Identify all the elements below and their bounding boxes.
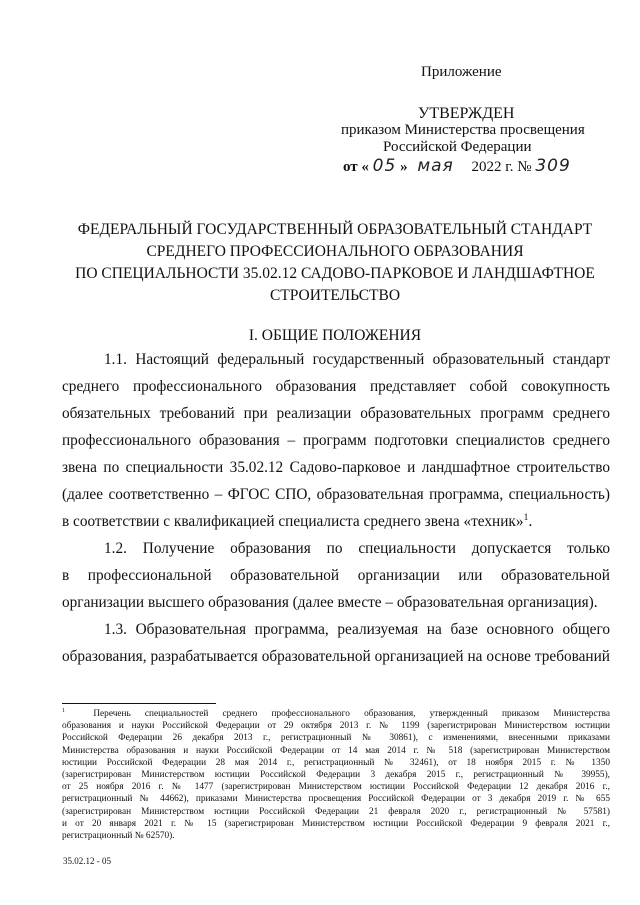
order-issuer-line2: Российской Федерации: [383, 139, 532, 155]
footnote-line: от 25 ноября 2016 г. № 1477 (зарегистрирован Министерством юстиции Российской Федерации 12 декабря 2016 г.,: [62, 782, 610, 793]
text-line-with-footnote: [62, 508, 610, 535]
handwritten-order-number: 309: [535, 156, 571, 176]
footnote-line: образования и науки Российской Федерации от 29 октября 2013 г. № 1199 (зарегистрирован Министерством юстиции: [62, 721, 610, 732]
approved-label: УТВЕРЖДЕН: [418, 105, 515, 122]
text-line: 1.2. Получение образования по специальности допускается только: [104, 540, 610, 557]
text-line: 1.3. Образовательная программа, реализуемая на базе основного общего: [104, 621, 610, 638]
footnote-line: регистрационный № 44662), приказами Министерства просвещения Российской Федерации от 3 декабря 2019 г. № 655: [62, 794, 610, 805]
footnote-line: регистрационный № 62570).: [62, 831, 175, 842]
footnote-line: Министерства образования и науки Российской Федерации от 14 мая 2014 г. № 518 (зарегистрирован Министерством: [62, 745, 610, 756]
appendix-label: Приложение: [421, 64, 502, 80]
footnote-line: [62, 708, 610, 720]
paragraph-1-3: [62, 616, 610, 670]
text-line: профессионального образования – программ подготовки специалистов среднего: [62, 432, 610, 449]
footnote-separator: [62, 703, 216, 704]
text-line: среднего профессионального образования представляет собой совокупность: [62, 378, 610, 395]
section-heading: I. ОБЩИЕ ПОЛОЖЕНИЯ: [248, 327, 422, 344]
text-line: звена по специальности 35.02.12 Садово-парковое и ландшафтное строительство: [62, 459, 610, 476]
text-line: обязательных требований при реализации образовательных программ среднего: [62, 405, 610, 422]
handwritten-month: мая: [417, 156, 454, 176]
footnote-reference: 1: [523, 511, 529, 523]
date-prefix: от «: [343, 159, 369, 175]
title-line: ФЕДЕРАЛЬНЫЙ ГОСУДАРСТВЕННЫЙ ОБРАЗОВАТЕЛЬНЫЙ СТАНДАРТ: [77, 221, 593, 238]
standard-title: [60, 219, 610, 307]
footnote-text: Перечень специальностей среднего профессионального образования, утвержденный приказом Министерства: [93, 709, 610, 719]
footnote-line: (зарегистрирован Министерством юстиции Российской Федерации 3 декабря 2015 г., регистрационный № 39955),: [62, 770, 610, 781]
date-year: 2022 г. №: [471, 159, 532, 175]
text-line: в профессиональной образовательной организации или образовательной: [62, 567, 610, 584]
text-line: (далее соответственно – ФГОС СПО, образовательная программа, специальность): [62, 486, 610, 503]
footnote: [62, 708, 610, 842]
document-code: 35.02.12 - 05: [63, 856, 111, 866]
paragraph-1-1: [62, 346, 610, 535]
text-line: образования, разрабатывается образовательной организацией на основе требований: [62, 648, 610, 665]
footnote-line: и от 20 января 2021 г. № 15 (зарегистрирован Министерством юстиции Российской Федерации 9 февраля 2021 г.,: [62, 818, 610, 829]
text-line: 1.1. Настоящий федеральный государственный образовательный стандарт: [104, 351, 610, 368]
handwritten-day: 05: [372, 156, 397, 176]
title-line: ПО СПЕЦИАЛЬНОСТИ 35.02.12 САДОВО-ПАРКОВОЕ И ЛАНДШАФТНОЕ: [75, 265, 595, 282]
body-text: [62, 346, 610, 670]
footnote-line: Российской Федерации 26 декабря 2013 г., регистрационный № 30861), с изменениями, внесенными приказами: [62, 733, 610, 744]
title-line: СРЕДНЕГО ПРОФЕССИОНАЛЬНОГО ОБРАЗОВАНИЯ: [146, 243, 524, 260]
footnote-mark: 1: [62, 707, 66, 714]
footnote-line: юстиции Российской Федерации 28 мая 2014 г., регистрационный № 32461), от 18 ноября 2015 г. № 1350: [62, 757, 610, 768]
footnote-line: (зарегистрирован Министерством юстиции Российской Федерации 21 февраля 2020 г., регистрационный № 57581): [62, 806, 610, 817]
title-line: СТРОИТЕЛЬСТВО: [269, 287, 401, 304]
date-quote-close: »: [400, 159, 408, 175]
sentence-end: .: [528, 513, 533, 530]
order-issuer-line1: приказом Министерства просвещения: [341, 122, 585, 138]
paragraph-1-2: [62, 535, 610, 616]
text-line: организации высшего образования (далее вместе – образовательная организация).: [62, 594, 598, 611]
text-line: в соответствии с квалификацией специалиста среднего звена «техник»: [62, 513, 524, 530]
order-date-line: [343, 157, 571, 177]
